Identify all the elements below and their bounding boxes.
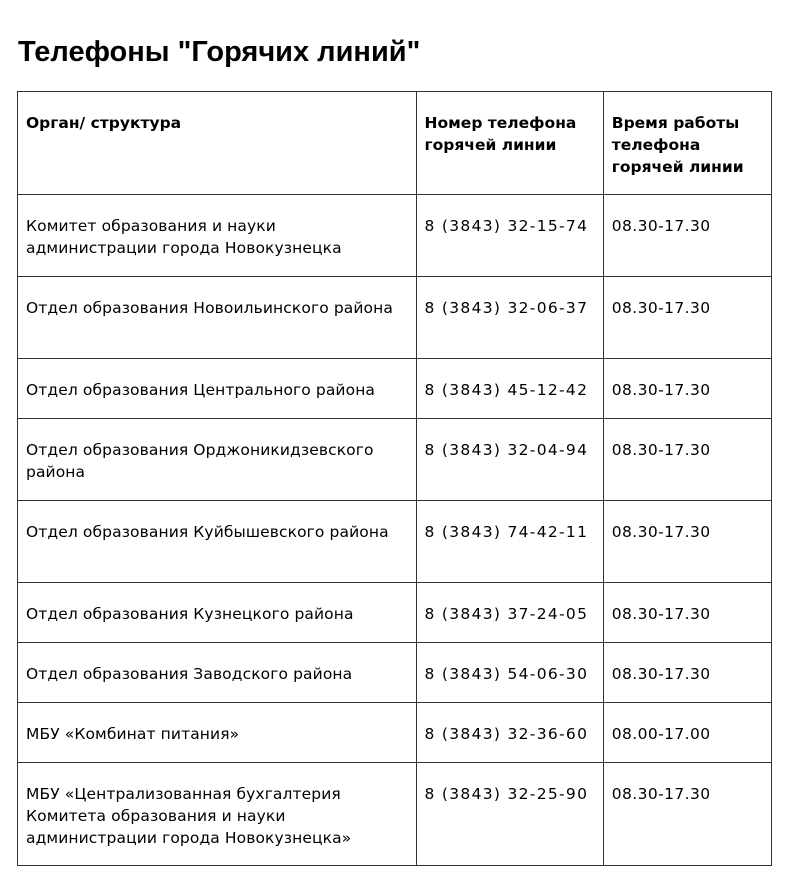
phone-cell: 8 (3843) 37-24-05 [416,583,603,643]
time-cell: 08.30-17.30 [603,643,771,703]
table-row [18,763,772,866]
phone-cell: 8 (3843) 32-36-60 [416,703,603,763]
phone-cell: 8 (3843) 54-06-30 [416,643,603,703]
header-phone: Номер телефона горячей линии [416,92,603,195]
table-row [18,703,772,763]
table-row [18,419,772,501]
org-cell: Комитет образования и науки администрации города Новокузнецка [18,195,417,277]
time-cell: 08.30-17.30 [603,277,771,359]
time-cell: 08.30-17.30 [603,501,771,583]
phone-cell: 8 (3843) 45-12-42 [416,359,603,419]
hotlines-table [17,91,772,866]
org-cell: МБУ «Централизованная бухгалтерия Комитета образования и науки администрации города Новокузнецка» [18,763,417,866]
phone-cell: 8 (3843) 74-42-11 [416,501,603,583]
org-cell: МБУ «Комбинат питания» [18,703,417,763]
time-cell: 08.30-17.30 [603,195,771,277]
table-header-row [18,92,772,195]
phone-cell: 8 (3843) 32-15-74 [416,195,603,277]
time-cell: 08.30-17.30 [603,419,771,501]
phone-cell: 8 (3843) 32-04-94 [416,419,603,501]
table-row [18,583,772,643]
org-cell: Отдел образования Новоильинского района [18,277,417,359]
phone-cell: 8 (3843) 32-25-90 [416,763,603,866]
org-cell: Отдел образования Центрального района [18,359,417,419]
table-row [18,501,772,583]
time-cell: 08.30-17.30 [603,583,771,643]
org-cell: Отдел образования Кузнецкого района [18,583,417,643]
org-cell: Отдел образования Заводского района [18,643,417,703]
page-title: Телефоны "Горячих линий" [18,36,421,68]
time-cell: 08.00-17.00 [603,703,771,763]
time-cell: 08.30-17.30 [603,359,771,419]
table-row [18,195,772,277]
header-time: Время работы телефона горячей линии [603,92,771,195]
header-org: Орган/ структура [18,92,417,195]
org-cell: Отдел образования Куйбышевского района [18,501,417,583]
table-row [18,359,772,419]
time-cell: 08.30-17.30 [603,763,771,866]
table-row [18,643,772,703]
table-row [18,277,772,359]
phone-cell: 8 (3843) 32-06-37 [416,277,603,359]
org-cell: Отдел образования Орджоникидзевского района [18,419,417,501]
